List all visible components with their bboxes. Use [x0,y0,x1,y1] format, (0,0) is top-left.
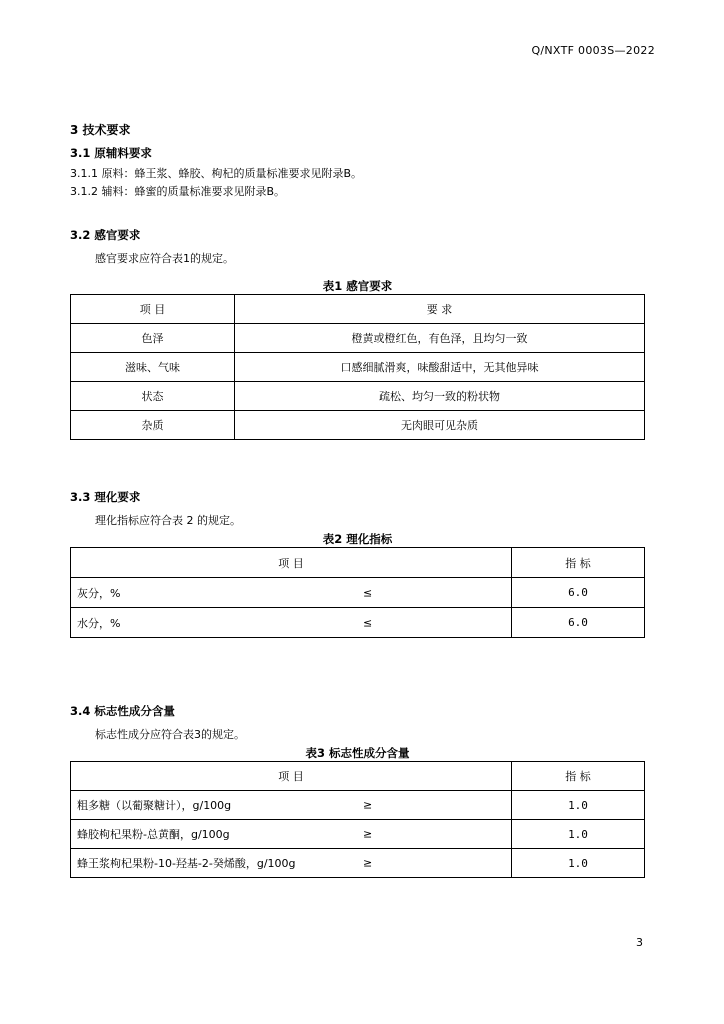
row-item [71,820,512,849]
row-item-label: 粗多糖（以葡聚糖计），g/100g [77,799,232,812]
column-header-value: 指 标 [512,762,645,791]
section-3-4-intro: 标志性成分应符合表3的规定。 [95,728,245,741]
table-row [71,411,645,440]
row-value: 6.0 [512,608,645,638]
row-requirement: 疏松、均匀一致的粉状物 [235,382,645,411]
table-row [71,353,645,382]
table-header-row [71,548,645,578]
table-row [71,849,645,878]
physicochemical-table [70,547,645,638]
column-header-item: 项 目 [71,295,235,324]
row-item: 状态 [71,382,235,411]
page-number: 3 [636,936,643,949]
marker-components-table [70,761,645,878]
table-row [71,608,645,638]
row-requirement: 无肉眼可见杂质 [235,411,645,440]
table-row [71,382,645,411]
row-operator: ≤ [363,586,373,599]
row-value: 1.0 [512,849,645,878]
row-value: 6.0 [512,578,645,608]
section-3-1-heading: 3.1 原辅料要求 [70,146,152,160]
table-row [71,324,645,353]
table-2-caption: 表2 理化指标 [322,532,393,546]
section-3-3-intro: 理化指标应符合表 2 的规定。 [95,514,241,527]
row-operator: ≥ [363,798,373,812]
table-row [71,820,645,849]
column-header-value: 指 标 [512,548,645,578]
section-3-2-intro: 感官要求应符合表1的规定。 [95,252,234,265]
row-item [71,791,512,820]
row-item: 滋味、气味 [71,353,235,382]
section-3-heading: 3 技术要求 [70,123,131,137]
row-item [71,608,512,638]
table-header-row [71,762,645,791]
row-operator: ≤ [363,616,373,629]
row-value: 1.0 [512,791,645,820]
section-3-3-heading: 3.3 理化要求 [70,490,141,504]
table-1-caption: 表1 感官要求 [322,279,393,293]
row-requirement: 橙黄或橙红色，有色泽，且均匀一致 [235,324,645,353]
row-operator: ≥ [363,856,373,870]
column-header-item: 项 目 [71,762,512,791]
row-item-label: 蜂胶枸杞果粉-总黄酮，g/100g [77,828,230,841]
table-header-row [71,295,645,324]
row-requirement: 口感细腻滑爽，味酸甜适中，无其他异味 [235,353,645,382]
row-item-label: 灰分，% [77,586,121,600]
row-item-label: 水分，% [77,616,121,630]
table-row [71,578,645,608]
row-item [71,578,512,608]
row-item: 色泽 [71,324,235,353]
section-3-1-2-text: 3.1.2 辅料：蜂蜜的质量标准要求见附录B。 [70,185,286,198]
row-value: 1.0 [512,820,645,849]
section-3-1-1-text: 3.1.1 原料：蜂王浆、蜂胶、枸杞的质量标准要求见附录B。 [70,167,363,180]
section-3-4-heading: 3.4 标志性成分含量 [70,704,175,718]
row-item: 杂质 [71,411,235,440]
table-row [71,791,645,820]
table-3-caption: 表3 标志性成分含量 [305,746,410,760]
row-item [71,849,512,878]
row-operator: ≥ [363,827,373,841]
column-header-requirement: 要 求 [235,295,645,324]
section-3-2-heading: 3.2 感官要求 [70,228,141,242]
row-item-label: 蜂王浆枸杞果粉-10-羟基-2-癸烯酸，g/100g [77,857,296,870]
sensory-requirements-table [70,294,645,440]
column-header-item: 项 目 [71,548,512,578]
document-code: Q/NXTF 0003S—2022 [531,44,655,57]
